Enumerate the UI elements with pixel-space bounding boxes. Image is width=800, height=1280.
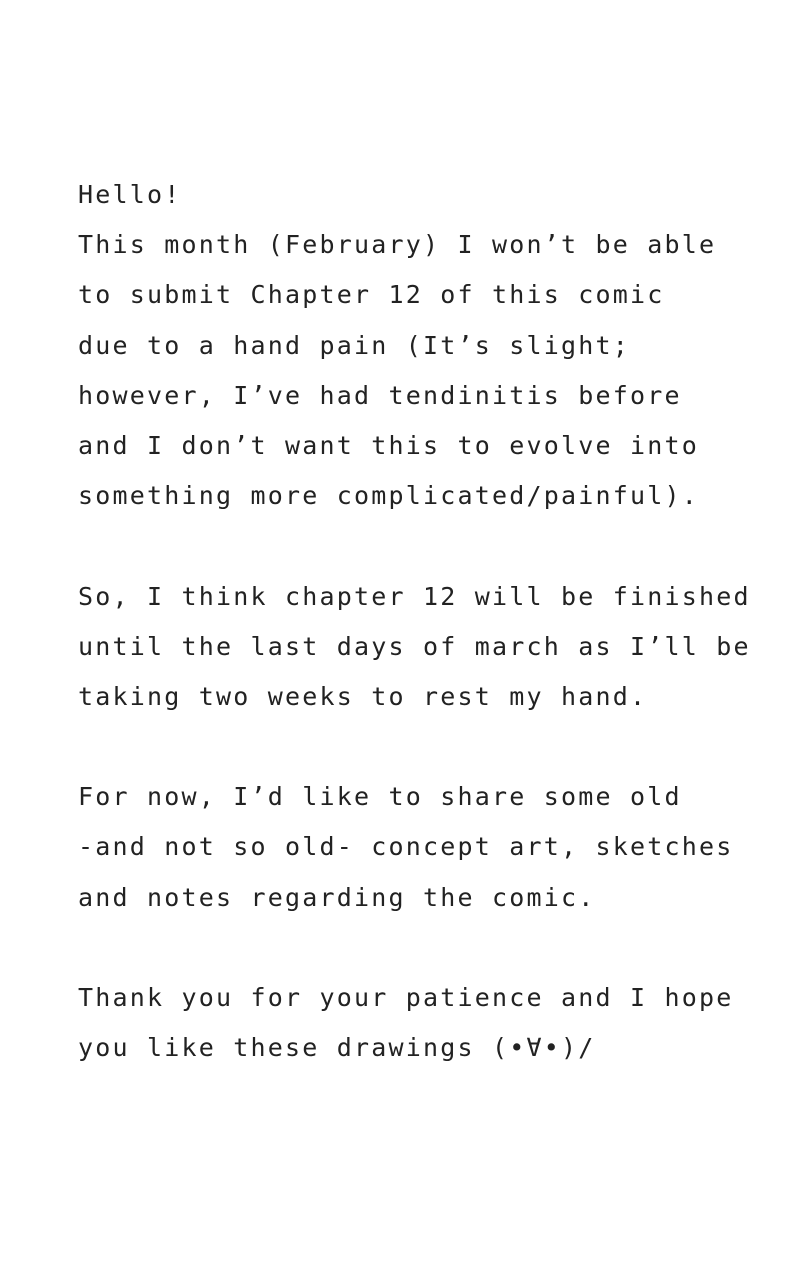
paragraph-spacer xyxy=(78,521,778,571)
paragraph-1-line: due to a hand pain (It’s slight; xyxy=(78,330,631,360)
paragraph-2-line: So, I think chapter 12 will be finished xyxy=(78,581,751,611)
paragraph-1-line: and I don’t want this to evolve into xyxy=(78,430,700,460)
note-text xyxy=(78,170,778,1073)
paragraph-spacer xyxy=(78,923,778,973)
paragraph-3-line: For now, I’d like to share some old xyxy=(78,782,682,812)
paragraph-1-line: however, I’ve had tendinitis before xyxy=(78,380,682,410)
paragraph-spacer xyxy=(78,722,778,772)
paragraph-1-line: to submit Chapter 12 of this comic xyxy=(78,280,665,310)
paragraph-2-line: until the last days of march as I’ll be xyxy=(78,631,751,661)
paragraph-3-line: -and not so old- concept art, sketches xyxy=(78,832,734,862)
paragraph-2-line: taking two weeks to rest my hand. xyxy=(78,681,648,711)
paragraph-1-line: something more complicated/painful). xyxy=(78,481,700,511)
paragraph-4-line: you like these drawings (•∀•)/ xyxy=(78,1033,596,1063)
paragraph-3-line: and notes regarding the comic. xyxy=(78,882,596,912)
greeting-line: Hello! xyxy=(78,180,182,209)
paragraph-4-line: Thank you for your patience and I hope xyxy=(78,983,734,1012)
paragraph-1-line: This month (February) I won’t be able xyxy=(78,230,717,260)
